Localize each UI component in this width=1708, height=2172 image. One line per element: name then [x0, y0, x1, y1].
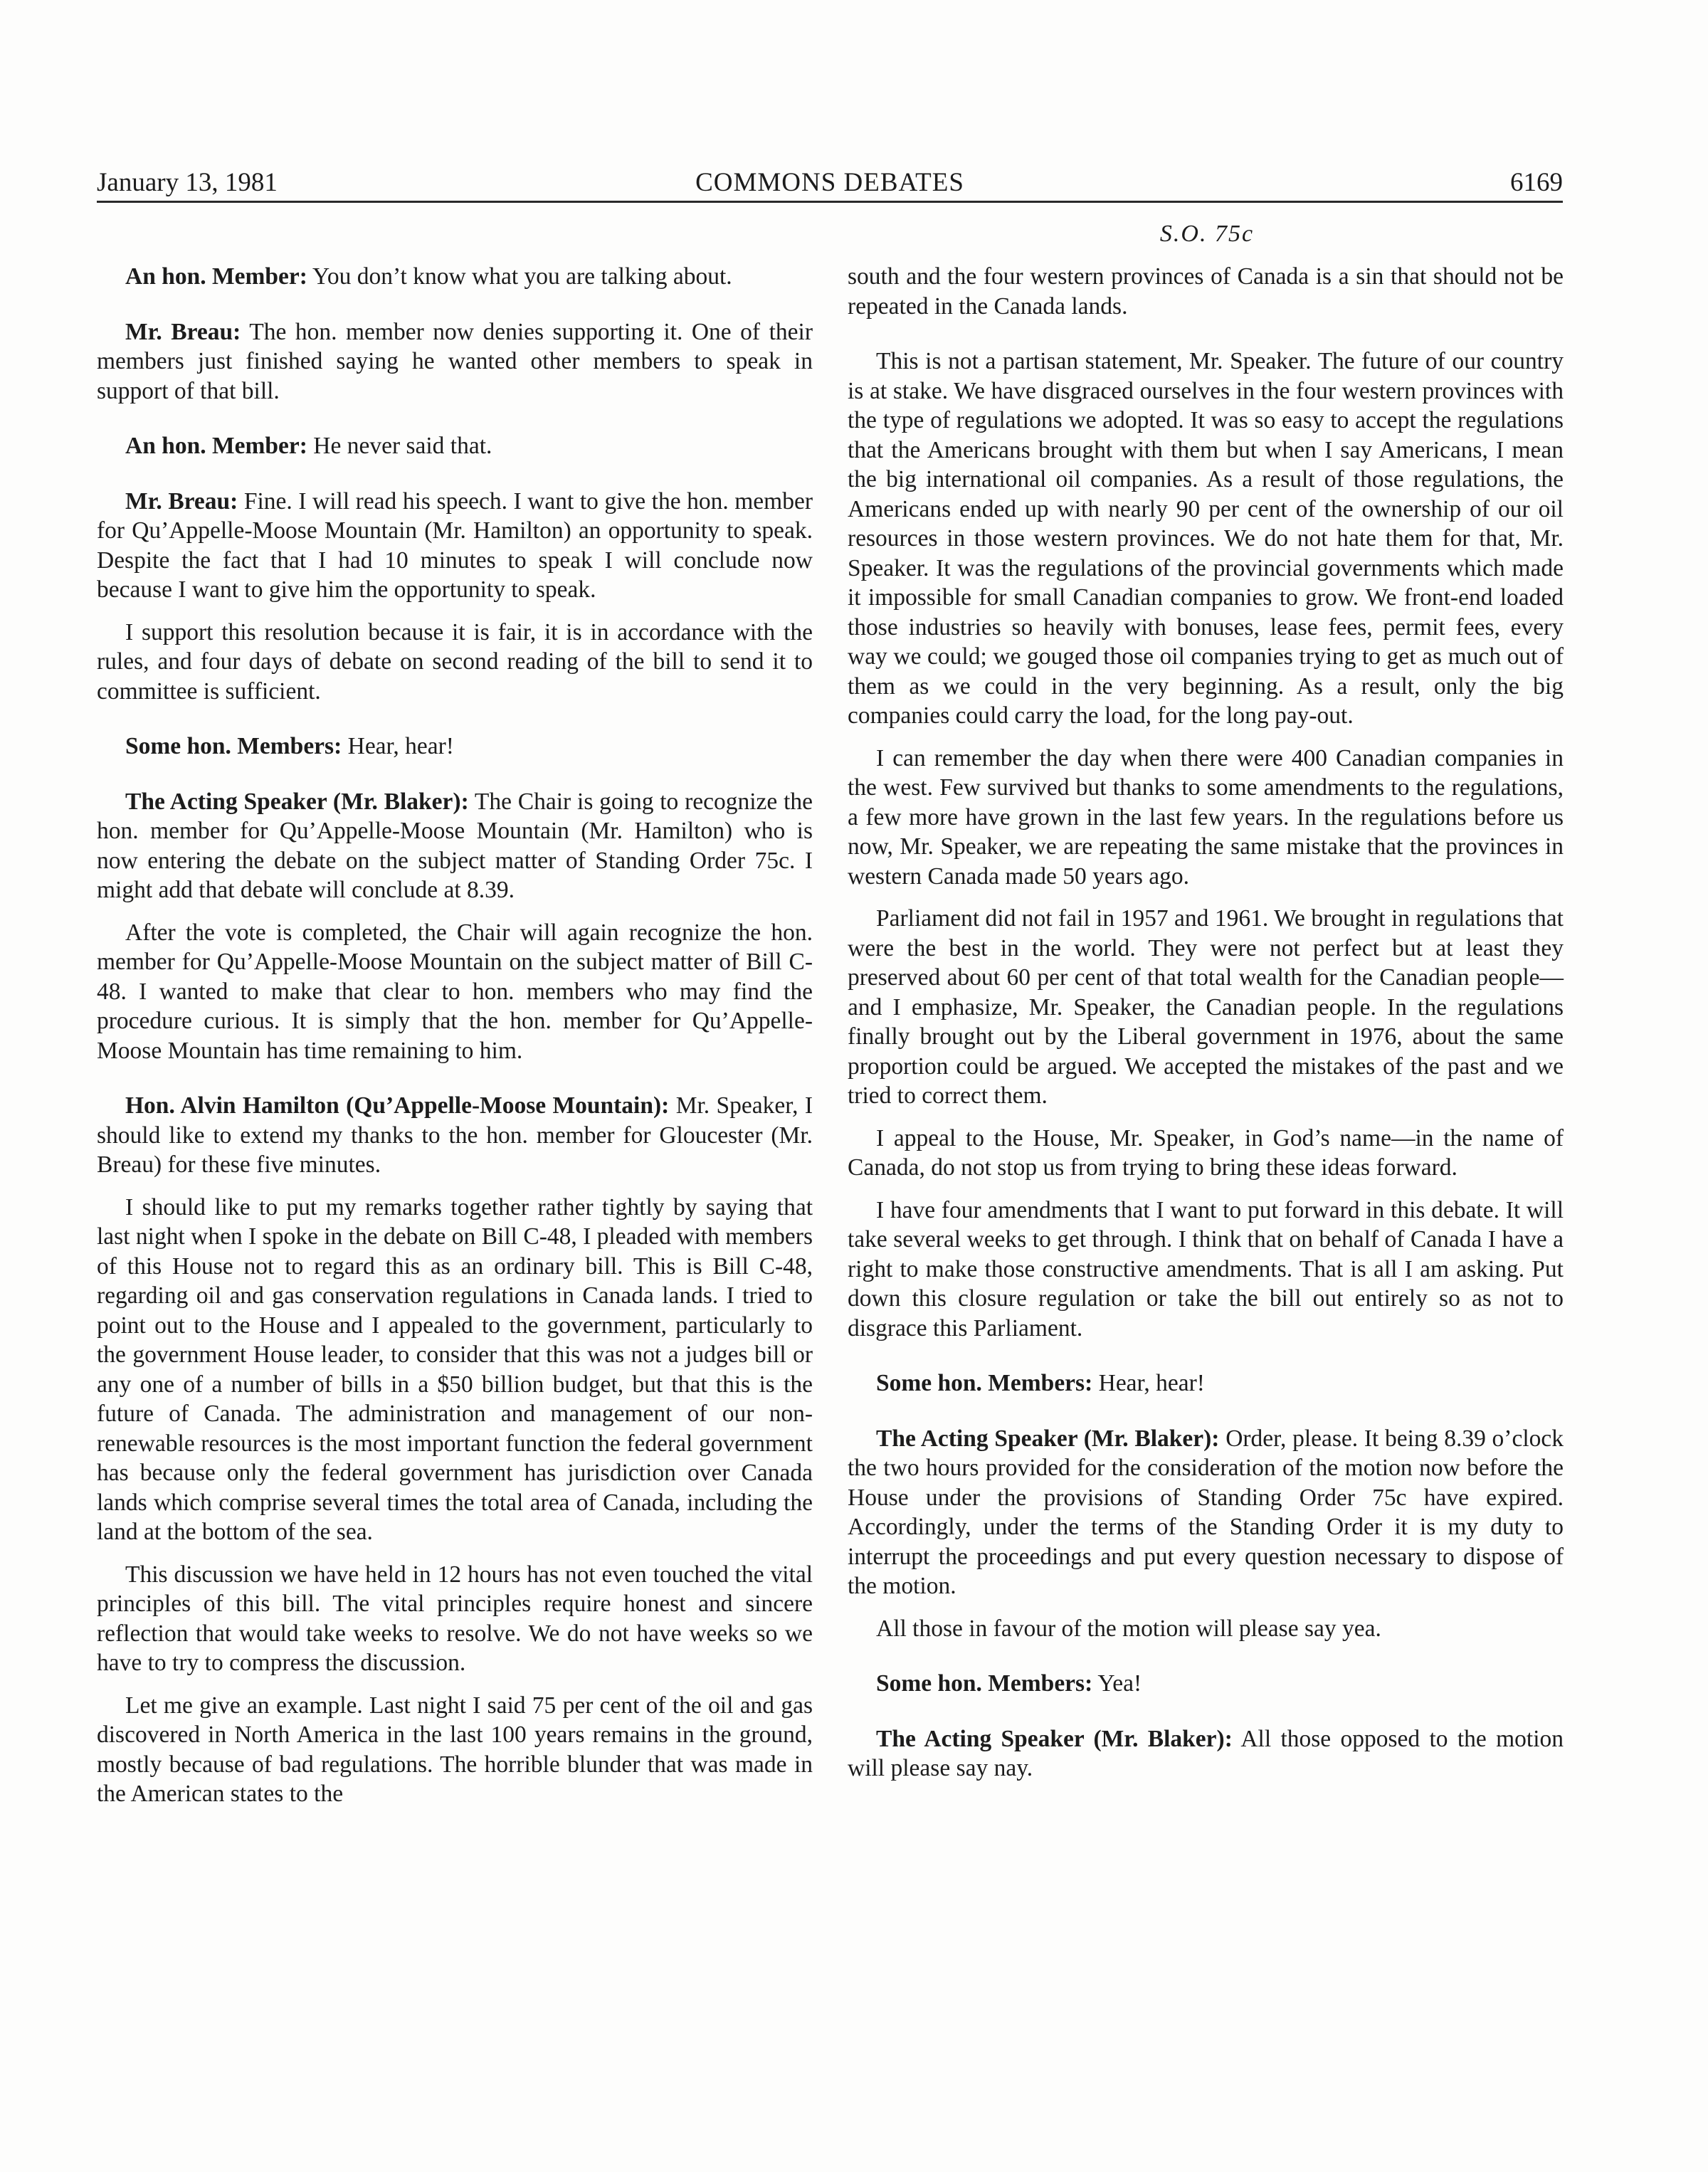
speaker-label: Hon. Alvin Hamilton (Qu’Appelle-Moose Mountain):	[125, 1092, 670, 1119]
paragraph	[848, 347, 1564, 731]
running-head: S.O. 75c	[1159, 221, 1255, 247]
paragraph-text: Let me give an example. Last night I said 75 per cent of the oil and gas discovered in North America in the last 100 years remains in the ground, mostly because of bad regulations. The horrible blunder that was made in the American states to the	[97, 1692, 813, 1807]
paragraph	[848, 1424, 1564, 1601]
paragraph	[97, 262, 813, 292]
paragraph	[97, 1560, 813, 1678]
paragraph-text: Order, please. It being 8.39 o’clock the two hours provided for the consideration of the motion now before the House under the provisions of Standing Order 75c have expired. Accordingly, under the terms of the Standing Order it is my duty to interrupt the proceedings and put every question necessary to dispose of the motion.	[848, 1425, 1564, 1599]
paragraph-text: I appeal to the House, Mr. Speaker, in God’s name—in the name of Canada, do not stop us from trying to bring these ideas forward.	[848, 1124, 1564, 1181]
header-title: COMMONS DEBATES	[695, 168, 964, 197]
paragraph-text: This discussion we have held in 12 hours has not even touched the vital principles of this bill. The vital principles require honest and sincere reflection that would take weeks to resolve. We do not have weeks so we have to try to compress the discussion.	[97, 1561, 813, 1676]
paragraph-text: I support this resolution because it is fair, it is in accordance with the rules, and four days of debate on second reading of the bill to send it to committee is sufficient.	[97, 618, 813, 705]
paragraph-text: south and the four western provinces of Canada is a sin that should not be repeated in the Canada lands.	[848, 263, 1564, 320]
paragraph-text: Hear, hear!	[1092, 1370, 1205, 1396]
speaker-label: An hon. Member:	[125, 433, 307, 459]
paragraph	[97, 431, 813, 461]
left-column	[97, 262, 813, 1822]
paragraph	[97, 1691, 813, 1809]
speaker-label: The Acting Speaker (Mr. Blaker):	[876, 1725, 1233, 1752]
paragraph	[848, 1196, 1564, 1344]
paragraph-text: The hon. member now denies supporting it. One of their members just finished saying he wanted other members to speak in support of that bill.	[97, 318, 813, 404]
speaker-label: Some hon. Members:	[876, 1370, 1093, 1396]
paragraph-text: Fine. I will read his speech. I want to give the hon. member for Qu’Appelle-Moose Mountain (Mr. Hamilton) an opportunity to speak. Despite the fact that I had 10 minutes to speak I will conclude now because I want to give him the opportunity to speak.	[97, 487, 813, 603]
paragraph	[97, 317, 813, 406]
speaker-label: Some hon. Members:	[876, 1670, 1093, 1697]
paragraph	[848, 904, 1564, 1111]
paragraph	[848, 1124, 1564, 1183]
paragraph	[848, 1369, 1564, 1398]
speaker-label: Mr. Breau:	[125, 487, 238, 515]
speaker-label: Some hon. Members:	[125, 733, 342, 759]
right-column	[848, 262, 1564, 1796]
paragraph-text: All those in favour of the motion will please say yea.	[876, 1615, 1381, 1642]
paragraph	[97, 918, 813, 1066]
paragraph-text: All those opposed to the motion will please say nay.	[848, 1725, 1564, 1781]
header-date: January 13, 1981	[97, 168, 278, 197]
paragraph-text: Parliament did not fail in 1957 and 1961. We brought in regulations that were the best in the world. They were not perfect but at least they preserved about 60 per cent of that total wealth for the Canadian people—and I emphasize, Mr. Speaker, the Canadian people. In the regulations finally brought out by the Liberal government in 1976, about the same proportion could be argued. We accepted the mistakes of the past and we tried to correct them.	[848, 905, 1564, 1109]
paragraph-text: I should like to put my remarks together rather tightly by saying that last night when I spoke in the debate on Bill C-48, I pleaded with members of this House not to regard this as an ordinary bill. This is Bill C-48, regarding oil and gas conservation regulations in Canada lands. I tried to point out to the House and I appealed to the government, particularly to the government House leader, to consider that this was not a judges bill or any one of a number of bills in a $50 billion budget, but that this is the future of Canada. The administration and management of our non-renewable resources is the most important function the federal government has because only the federal government has jurisdiction over Canada lands which comprise several times the total area of Canada, including the land at the bottom of the sea.	[97, 1193, 813, 1545]
paragraph-text: He never said that.	[307, 433, 492, 459]
paragraph-text: Hear, hear!	[342, 733, 454, 759]
paragraph-text: The Chair is going to recognize the hon. member for Qu’Appelle-Moose Mountain (Mr. Hamilton) who is now entering the debate on the subject matter of Standing Order 75c. I might add that debate will conclude at 8.39.	[97, 788, 813, 903]
speaker-label: The Acting Speaker (Mr. Blaker):	[876, 1425, 1220, 1452]
paragraph	[848, 1724, 1564, 1783]
paragraph-text: This is not a partisan statement, Mr. Speaker. The future of our country is at stake. We have disgraced ourselves in the four western provinces with the type of regulations we adopted. It was so easy to accept the regulations that the Americans brought with them but when I say Americans, I mean the big international oil companies. As a result of those regulations, the Americans ended up with nearly 90 per cent of the ownership of our oil resources in those western provinces. We do not hate them for that, Mr. Speaker. It was the regulations of the provincial governments which made it impossible for small Canadian companies to grow. We front-end loaded those industries so heavily with bonuses, lease fees, permit fees, every way we could; we gouged those oil companies trying to get as much out of them as we could in the very beginning. As a result, only the big companies could carry the load, for the long pay-out.	[848, 348, 1564, 729]
paragraph-text: I have four amendments that I want to put forward in this debate. It will take several weeks to get through. I think that on behalf of Canada I have a right to make those constructive amendments. That is all I am asking. Put down this closure regulation or take the bill out entirely so as not to disgrace this Parliament.	[848, 1196, 1564, 1341]
paragraph	[97, 1193, 813, 1547]
speaker-label: The Acting Speaker (Mr. Blaker):	[125, 788, 469, 815]
paragraph	[97, 1091, 813, 1180]
paragraph	[97, 787, 813, 905]
speaker-label: Mr. Breau:	[125, 318, 241, 345]
paragraph	[97, 487, 813, 605]
speaker-label: An hon. Member:	[125, 263, 307, 290]
page-header	[97, 165, 1563, 203]
header-page-number: 6169	[1510, 168, 1563, 197]
paragraph-text: Yea!	[1092, 1670, 1142, 1697]
paragraph	[97, 618, 813, 707]
paragraph	[848, 744, 1564, 892]
paragraph	[848, 1669, 1564, 1699]
paragraph-text: I can remember the day when there were 400 Canadian companies in the west. Few survived but thanks to some amendments to the regulations, a few more have grown in the last few years. In the regulations before us now, Mr. Speaker, we are repeating the same mistake that the provinces in western Canada made 50 years ago.	[848, 744, 1564, 890]
paragraph-text: After the vote is completed, the Chair will again recognize the hon. member for Qu’Appelle-Moose Mountain on the subject matter of Bill C-48. I wanted to make that clear to hon. members who may find the procedure curious. It is simply that the hon. member for Qu’Appelle-Moose Mountain has time remaining to him.	[97, 919, 813, 1064]
paragraph	[848, 1614, 1564, 1644]
paragraph	[97, 732, 813, 761]
paragraph	[848, 262, 1564, 321]
paragraph-text: Mr. Speaker, I should like to extend my thanks to the hon. member for Gloucester (Mr. Breau) for these five minutes.	[97, 1092, 813, 1178]
paragraph-text: You don’t know what you are talking about.	[307, 263, 732, 290]
